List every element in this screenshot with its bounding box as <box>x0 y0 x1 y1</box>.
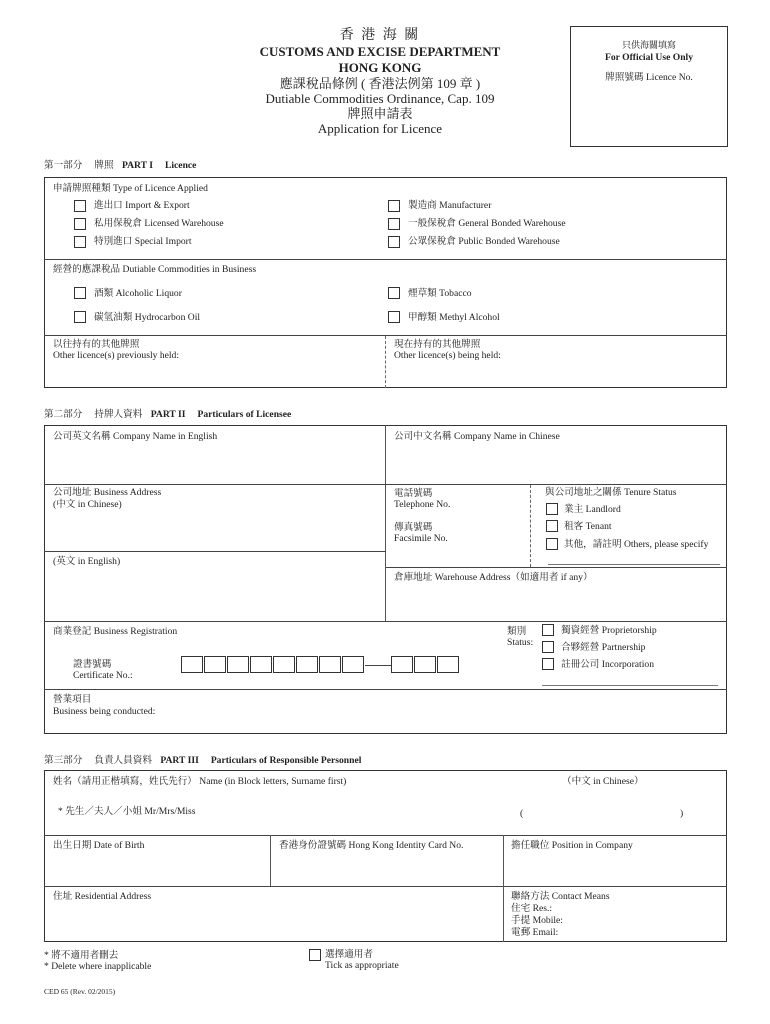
status-label-zh: 類別 <box>507 626 527 637</box>
certificate-digit-cell[interactable] <box>296 656 318 673</box>
residential-address-label: 住址 Residential Address <box>53 891 152 902</box>
status-line <box>542 685 718 686</box>
checkbox-incorporation[interactable] <box>542 658 554 670</box>
licence-type-option: 一般保稅倉 General Bonded Warehouse <box>408 218 566 229</box>
divider <box>44 886 727 887</box>
checkbox-alcoholic-liquor[interactable] <box>74 287 86 299</box>
commodities-label: 經營的應課稅品 Dutiable Commodities in Business <box>53 264 257 275</box>
status-option: 註冊公司 Incorporation <box>561 659 654 670</box>
warehouse-address-field[interactable] <box>388 586 725 619</box>
tel-label-zh: 電話號碼 <box>394 488 433 499</box>
checkbox-licensed-warehouse[interactable] <box>74 218 86 230</box>
commodity-option: 煙草類 Tobacco <box>408 288 472 299</box>
certificate-no-en: Certificate No.: <box>73 670 133 681</box>
business-registration-label: 商業登記 Business Registration <box>53 626 178 637</box>
name-label: 姓名（請用正楷填寫，姓氏先行） Name (in Block letters, Surname first) <box>53 776 347 787</box>
divider <box>386 567 727 568</box>
hkid-field[interactable] <box>272 856 501 884</box>
tick-legend-checkbox <box>309 949 321 961</box>
header-form-en: Application for Licence <box>317 121 443 136</box>
prev-licence-en: Other licence(s) previously held: <box>53 350 180 361</box>
delete-note-zh: * 將不適用者刪去 <box>44 950 119 961</box>
prev-licence-zh: 以往持有的其他牌照 <box>53 339 140 350</box>
company-name-zh-field[interactable] <box>388 446 725 482</box>
tick-note-zh: 選擇適用者 <box>325 949 373 960</box>
name-zh-field[interactable] <box>528 804 678 822</box>
part1-heading-zh: 第一部分 牌照 <box>44 160 114 171</box>
licence-type-option: 公眾保稅倉 Public Bonded Warehouse <box>408 236 560 247</box>
certificate-digit-cell[interactable] <box>273 656 295 673</box>
divider <box>385 425 386 621</box>
certificate-digit-cell[interactable] <box>414 656 436 673</box>
dob-field[interactable] <box>46 856 268 884</box>
divider <box>44 621 727 622</box>
checkbox-tenant[interactable] <box>546 520 558 532</box>
certificate-digit-cell[interactable] <box>342 656 364 673</box>
name-en-field[interactable] <box>225 802 495 820</box>
divider <box>530 485 531 567</box>
divider <box>385 336 386 388</box>
contact-res-label: 住宅 Res.: <box>511 903 553 914</box>
name-zh-close-paren: ) <box>680 808 684 819</box>
official-use-en: For Official Use Only <box>604 52 694 63</box>
licence-type-option: 進出口 Import & Export <box>94 200 190 211</box>
business-address-label: 公司地址 Business Address <box>53 487 162 498</box>
business-conducted-zh: 營業項目 <box>53 694 92 705</box>
company-name-en-label: 公司英文名稱 Company Name in English <box>53 431 218 442</box>
name-zh-label: （中文 in Chinese） <box>562 776 644 787</box>
checkbox-partnership[interactable] <box>542 641 554 653</box>
business-address-zh-field[interactable] <box>46 513 383 549</box>
contact-email-label: 電郵 Email: <box>511 927 559 938</box>
part3-heading <box>44 755 361 767</box>
part1-heading <box>44 160 196 172</box>
prev-licence-field[interactable] <box>46 362 383 386</box>
tenure-status-label: 與公司地址之關係 Tenure Status <box>545 487 677 498</box>
delete-note-en: * Delete where inapplicable <box>44 961 152 972</box>
fax-label-zh: 傳真號碼 <box>394 522 433 533</box>
checkbox-tenure-others[interactable] <box>546 538 558 550</box>
checkbox-hydrocarbon-oil[interactable] <box>74 311 86 323</box>
checkbox-public-bonded-warehouse[interactable] <box>388 236 400 248</box>
title-label: * 先生／夫人／小姐 Mr/Mrs/Miss <box>58 806 196 817</box>
position-label: 擔任職位 Position in Company <box>511 840 633 851</box>
divider <box>44 259 727 260</box>
tenure-option: 其他，請註明 Others, please specify <box>564 539 709 550</box>
divider <box>44 835 727 836</box>
header-form-zh: 牌照申請表 <box>347 106 413 121</box>
licence-type-option: 特別進口 Special Import <box>94 236 192 247</box>
divider <box>270 835 271 886</box>
divider <box>44 551 386 552</box>
business-conducted-en: Business being conducted: <box>53 706 156 717</box>
tenure-others-line[interactable] <box>548 564 720 565</box>
checkbox-proprietorship[interactable] <box>542 624 554 636</box>
part1-heading-en: PART I Licence <box>121 160 197 171</box>
divider <box>44 484 727 485</box>
name-zh-open-paren: ( <box>520 808 524 819</box>
commodity-option: 甲醇類 Methyl Alcohol <box>408 312 500 323</box>
certificate-digit-cell[interactable] <box>227 656 249 673</box>
certificate-no-zh: 證書號碼 <box>73 659 112 670</box>
contact-means-label: 聯絡方法 Contact Means <box>511 891 610 902</box>
hkid-label: 香港身份證號碼 Hong Kong Identity Card No. <box>279 840 464 851</box>
checkbox-tobacco[interactable] <box>388 287 400 299</box>
header-ordinance-zh: 應課稅品條例 ( 香港法例第 109 章 ) <box>279 76 481 91</box>
certificate-digit-cell[interactable] <box>204 656 226 673</box>
checkbox-import-export[interactable] <box>74 200 86 212</box>
position-field[interactable] <box>505 856 725 884</box>
part3-heading-en: PART III Particulars of Responsible Personnel <box>160 755 362 766</box>
licence-type-option: 私用保稅倉 Licensed Warehouse <box>94 218 224 229</box>
business-conducted-field[interactable] <box>200 692 725 732</box>
form-code: CED 65 (Rev. 02/2015) <box>44 987 116 996</box>
tel-label-en: Telephone No. <box>394 499 451 510</box>
official-licence-no: 牌照號碼 Licence No. <box>605 72 693 83</box>
certificate-digit-cell[interactable] <box>181 656 203 673</box>
header-dept-en: CUSTOMS AND EXCISE DEPARTMENT <box>259 44 501 59</box>
status-option: 獨資經營 Proprietorship <box>561 625 657 636</box>
checkbox-special-import[interactable] <box>74 236 86 248</box>
checkbox-manufacturer[interactable] <box>388 200 400 212</box>
curr-licence-en: Other licence(s) being held: <box>394 350 501 361</box>
licence-type-label: 申請牌照種類 Type of Licence Applied <box>53 183 208 194</box>
company-name-zh-label: 公司中文名稱 Company Name in Chinese <box>394 431 560 442</box>
part2-heading <box>44 409 291 421</box>
dob-label: 出生日期 Date of Birth <box>53 840 145 851</box>
checkbox-general-bonded-warehouse[interactable] <box>388 218 400 230</box>
warehouse-address-label: 倉庫地址 Warehouse Address（如適用者 if any） <box>394 572 593 583</box>
divider <box>44 689 727 690</box>
part2-heading-en: PART II Particulars of Licensee <box>150 409 292 420</box>
divider <box>503 835 504 942</box>
header-hk-en: HONG KONG <box>338 60 422 75</box>
certificate-digit-cell[interactable] <box>437 656 459 673</box>
status-label-en: Status: <box>507 637 534 648</box>
commodity-option: 碳氫油類 Hydrocarbon Oil <box>94 312 201 323</box>
header-title-zh: 香 港 海 關 <box>339 28 421 43</box>
fax-label-en: Facsimile No. <box>394 533 448 544</box>
part3-heading-zh: 第三部分 負責人員資料 <box>44 755 152 766</box>
status-option: 合夥經營 Partnership <box>561 642 646 653</box>
certificate-digit-cell[interactable] <box>319 656 341 673</box>
certificate-separator <box>365 665 391 666</box>
company-name-en-field[interactable] <box>46 446 383 482</box>
commodity-option: 酒類 Alcoholic Liquor <box>94 288 182 299</box>
licence-type-option: 製造商 Manufacturer <box>408 200 492 211</box>
tick-note-en: Tick as appropriate <box>325 960 399 971</box>
curr-licence-field[interactable] <box>388 362 725 386</box>
business-address-en-field[interactable] <box>46 570 383 619</box>
business-address-en-label: (英文 in English) <box>53 556 121 567</box>
residential-address-field[interactable] <box>46 905 501 940</box>
tenure-option: 業主 Landlord <box>564 504 621 515</box>
curr-licence-zh: 現在持有的其他牌照 <box>394 339 481 350</box>
certificate-digit-cell[interactable] <box>250 656 272 673</box>
part2-heading-zh: 第二部分 持牌人資料 <box>44 409 143 420</box>
checkbox-methyl-alcohol[interactable] <box>388 311 400 323</box>
official-use-zh: 只供海關填寫 <box>621 41 676 51</box>
header-ordinance-en: Dutiable Commodities Ordinance, Cap. 109 <box>265 91 495 106</box>
contact-mobile-label: 手提 Mobile: <box>511 915 563 926</box>
checkbox-landlord[interactable] <box>546 503 558 515</box>
certificate-digit-cell[interactable] <box>391 656 413 673</box>
business-address-zh-label: (中文 in Chinese) <box>53 499 122 510</box>
tenure-option: 租客 Tenant <box>564 521 612 532</box>
